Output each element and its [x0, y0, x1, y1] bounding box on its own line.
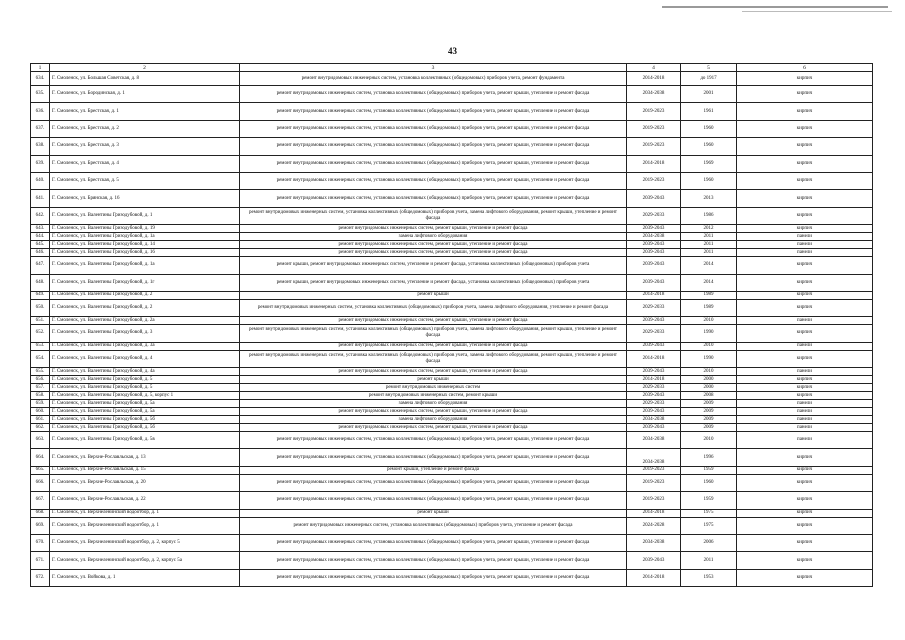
work-type-cell: ремонт внутридомовых инженерных систем	[240, 384, 627, 392]
build-year-cell: 2009	[681, 416, 737, 424]
table-row	[31, 299, 873, 316]
table-row	[31, 225, 873, 233]
work-type-cell: ремонт внутридомовых инженерных систем, установка коллективных (общедомовых) приборов учета, замена лифтового оборудования, ремонт крыши, утепление и ремонт фасада	[240, 207, 627, 224]
row-number: 652.	[31, 325, 50, 342]
work-type-cell: ремонт внутридомовых инженерных систем, установка коллективных (общедомовых) приборов учета, ремонт фундамента	[240, 72, 627, 86]
work-type-cell: ремонт внутридомовых инженерных систем, ремонт крыши, утепление и ремонт фасада	[240, 317, 627, 325]
period-cell: 2034-2038	[627, 233, 681, 241]
period-cell: 2039-2043	[627, 249, 681, 257]
row-number: 666.	[31, 474, 50, 491]
address-cell: Г. Смоленск, ул. Брестская, д. 5	[50, 172, 240, 189]
build-year-cell: 2009	[681, 424, 737, 432]
housing-repair-table	[30, 63, 873, 587]
row-number: 657.	[31, 384, 50, 392]
period-cell: 2039-2043	[627, 190, 681, 207]
address-cell: Г. Смоленск, ул. Валентины Гризодубовой, д. 5а	[50, 408, 240, 416]
build-year-cell: 2006	[681, 535, 737, 552]
period-cell: 2014-2018	[627, 569, 681, 586]
address-cell: Г. Смоленск, ул. Валентины Гризодубовой, д. 1а	[50, 233, 240, 241]
work-type-cell: ремонт внутридомовых инженерных систем, установка коллективных (общедомовых) приборов учета, ремонт крыши, утепление и ремонт фасада	[240, 86, 627, 103]
address-cell: Г. Смоленск, ул. Большая Советская, д. 8	[50, 72, 240, 86]
address-cell: Г. Смоленск, ул. Бородинская, д. 1	[50, 86, 240, 103]
period-cell: 2019-2023	[627, 492, 681, 509]
wall-material-cell: кирпич	[737, 86, 873, 103]
work-type-cell: ремонт внутридомовых инженерных систем, установка коллективных (общедомовых) приборов учета, ремонт крыши, утепление и ремонт фасада	[240, 172, 627, 189]
table-row	[31, 190, 873, 207]
row-number: 655.	[31, 368, 50, 376]
table-row	[31, 350, 873, 367]
table-row	[31, 432, 873, 449]
address-cell: Г. Смоленск, ул. Брестская, д. 3	[50, 138, 240, 155]
address-cell: Г. Смоленск, ул. Валентины Гризодубовой, д. 5а	[50, 400, 240, 408]
wall-material-cell: кирпич	[737, 384, 873, 392]
build-year-cell: 2011	[681, 249, 737, 257]
row-number: 635.	[31, 86, 50, 103]
table-row	[31, 408, 873, 416]
table-body	[31, 64, 873, 587]
build-year-cell: 1969	[681, 155, 737, 172]
address-cell: Г. Смоленск, ул. Валентины Гризодубовой, д. 19	[50, 225, 240, 233]
row-number: 646.	[31, 249, 50, 257]
work-type-cell: ремонт внутридомовых инженерных систем, установка коллективных (общедомовых) приборов учета, ремонт крыши, утепление и ремонт фасада	[240, 552, 627, 569]
row-number: 648.	[31, 274, 50, 291]
table-row	[31, 368, 873, 376]
wall-material-cell: кирпич	[737, 291, 873, 299]
build-year-cell: 2012	[681, 225, 737, 233]
scan-edge-line	[662, 6, 888, 8]
period-cell: 2014-2018	[627, 291, 681, 299]
build-year-cell: 1960	[681, 138, 737, 155]
wall-material-cell: кирпич	[737, 517, 873, 534]
row-number: 640.	[31, 172, 50, 189]
address-cell: Г. Смоленск, ул. Брестская, д. 4	[50, 155, 240, 172]
address-cell: Г. Смоленск, ул. Валентины Гризодубовой, д. 5	[50, 376, 240, 384]
period-cell: 2039-2043	[627, 424, 681, 432]
row-number: 644.	[31, 233, 50, 241]
build-year-cell: 1990	[681, 325, 737, 342]
period-cell: 2019-2023	[627, 466, 681, 474]
period-cell: 2029-2033	[627, 207, 681, 224]
address-cell: Г. Смоленск, ул. Валентины Гризодубовой, д. 5б	[50, 424, 240, 432]
build-year-cell: 1959	[681, 492, 737, 509]
row-number: 653.	[31, 342, 50, 350]
row-number: 661.	[31, 416, 50, 424]
row-number: 643.	[31, 225, 50, 233]
build-year-cell: 1986	[681, 207, 737, 224]
address-cell: Г. Смоленск, ул. Валентины Гризодубовой, д. 1г	[50, 274, 240, 291]
wall-material-cell: кирпич	[737, 274, 873, 291]
table-row	[31, 416, 873, 424]
work-type-cell: ремонт внутридомовых инженерных систем, ремонт крыши, утепление и ремонт фасада	[240, 225, 627, 233]
wall-material-cell: кирпич	[737, 138, 873, 155]
row-number: 670.	[31, 535, 50, 552]
period-cell: 2039-2043	[627, 225, 681, 233]
address-cell: Г. Смоленск, ул. Валентины Гризодубовой, д. 3	[50, 325, 240, 342]
wall-material-cell: кирпич	[737, 376, 873, 384]
period-cell: 2034-2038	[627, 86, 681, 103]
build-year-cell: 1989	[681, 299, 737, 316]
address-cell: Г. Смоленск, ул. Валентины Гризодубовой, д. 2	[50, 299, 240, 316]
column-header: 2	[50, 64, 240, 72]
row-number: 638.	[31, 138, 50, 155]
wall-material-cell: кирпич	[737, 350, 873, 367]
build-year-cell: 2014	[681, 274, 737, 291]
table-row	[31, 342, 873, 350]
address-cell: Г. Смоленск, ул. Валентины Гризодубовой, д. 5, корпус 1	[50, 392, 240, 400]
work-type-cell: ремонт внутридомовых инженерных систем, установка коллективных (общедомовых) приборов учета, ремонт крыши, утепление и ремонт фасада	[240, 492, 627, 509]
wall-material-cell: панели	[737, 249, 873, 257]
work-type-cell: замена лифтового оборудования	[240, 400, 627, 408]
row-number: 649.	[31, 291, 50, 299]
period-cell: 2029-2033	[627, 299, 681, 316]
table-row	[31, 120, 873, 137]
period-cell: 2014-2018	[627, 350, 681, 367]
address-cell: Г. Смоленск, ул. Валентины Гризодубовой, д. 1	[50, 207, 240, 224]
column-header: 5	[681, 64, 737, 72]
row-number: 659.	[31, 400, 50, 408]
period-cell: 2029-2033	[627, 325, 681, 342]
address-cell: Г. Смоленск, ул. Валентины Гризодубовой, д. 4а	[50, 368, 240, 376]
table-row	[31, 233, 873, 241]
period-cell: 2024-2028	[627, 517, 681, 534]
address-cell: Г. Смоленск, ул. Валентины Гризодубовой, д. 2а	[50, 317, 240, 325]
work-type-cell: ремонт внутридомовых инженерных систем, установка коллективных (общедомовых) приборов учета, ремонт крыши, утепление и ремонт фасада	[240, 432, 627, 449]
period-cell: 2014-2018	[627, 155, 681, 172]
table-row	[31, 325, 873, 342]
address-cell: Г. Смоленск, ул. Валентины Гризодубовой, д. 4	[50, 350, 240, 367]
build-year-cell: 2000	[681, 384, 737, 392]
work-type-cell: замена лифтового оборудования	[240, 233, 627, 241]
build-year-cell: 2010	[681, 342, 737, 350]
column-header: 1	[31, 64, 50, 72]
table-row	[31, 424, 873, 432]
address-cell: Г. Смоленск, ул. Верхне-Рославльская, д. 20	[50, 474, 240, 491]
address-cell: Г. Смоленск, ул. Валентины Гризодубовой, д. 2	[50, 291, 240, 299]
period-cell: 2019-2023	[627, 138, 681, 155]
work-type-cell: ремонт внутридомовых инженерных систем, установка коллективных (общедомовых) приборов учета, ремонт крыши, утепление и ремонт фасада	[240, 120, 627, 137]
wall-material-cell: панели	[737, 416, 873, 424]
table-row	[31, 103, 873, 120]
wall-material-cell: кирпич	[737, 299, 873, 316]
row-number: 647.	[31, 257, 50, 274]
table-row	[31, 72, 873, 86]
table-row	[31, 274, 873, 291]
build-year-cell: 2010	[681, 432, 737, 449]
build-year-cell: 2010	[681, 317, 737, 325]
table-row	[31, 400, 873, 408]
scan-edge-line-2	[742, 11, 892, 12]
row-number: 637.	[31, 120, 50, 137]
address-cell: Г. Смоленск, ул. Верхне-Рославльская, д. 13	[50, 449, 240, 466]
wall-material-cell: кирпич	[737, 325, 873, 342]
wall-material-cell: кирпич	[737, 155, 873, 172]
wall-material-cell: кирпич	[737, 509, 873, 517]
period-cell: 2039-2043	[627, 368, 681, 376]
wall-material-cell: кирпич	[737, 466, 873, 474]
table-row	[31, 376, 873, 384]
build-year-cell: 1959	[681, 466, 737, 474]
build-year-cell: 1960	[681, 120, 737, 137]
period-cell: 2019-2023	[627, 474, 681, 491]
row-number: 641.	[31, 190, 50, 207]
work-type-cell: ремонт внутридомовых инженерных систем, установка коллективных (общедомовых) приборов учета, замена лифтового оборудования, ремонт крыши, утепление и ремонт фасада	[240, 350, 627, 367]
table-row	[31, 384, 873, 392]
table-row	[31, 392, 873, 400]
row-number: 656.	[31, 376, 50, 384]
row-number: 651.	[31, 317, 50, 325]
work-type-cell: ремонт внутридомовых инженерных систем, установка коллективных (общедомовых) приборов учета, ремонт крыши, утепление и ремонт фасада	[240, 474, 627, 491]
build-year-cell: 2011	[681, 241, 737, 249]
work-type-cell: ремонт внутридомовых инженерных систем, установка коллективных (общедомовых) приборов учета, ремонт крыши, утепление и ремонт фасада	[240, 449, 627, 466]
period-cell: 2039-2043	[627, 274, 681, 291]
page-number: 43	[448, 46, 457, 56]
row-number: 662.	[31, 424, 50, 432]
period-cell: 2029-2033	[627, 384, 681, 392]
period-cell: 2034-2038	[627, 432, 681, 449]
period-cell: 2034-2038	[627, 535, 681, 552]
period-cell: 2039-2043	[627, 552, 681, 569]
address-cell: Г. Смоленск, ул. Верхнеленинский водоотбор, д. 2, корпус 5	[50, 535, 240, 552]
build-year-cell: 1996	[681, 449, 737, 466]
wall-material-cell: кирпич	[737, 257, 873, 274]
build-year-cell: 2001	[681, 86, 737, 103]
address-cell: Г. Смоленск, ул. Валентины Гризодубовой, д. 5в	[50, 432, 240, 449]
row-number: 642.	[31, 207, 50, 224]
work-type-cell: ремонт крыши, ремонт внутридомовых инженерных систем, утепление и ремонт фасада, установка коллективных (общедомовых) приборов учета	[240, 274, 627, 291]
wall-material-cell: панели	[737, 317, 873, 325]
work-type-cell: ремонт внутридомовых инженерных систем, установка коллективных (общедомовых) приборов учета, ремонт крыши, утепление и ремонт фасада	[240, 138, 627, 155]
period-cell: 2019-2023	[627, 120, 681, 137]
column-header: 4	[627, 64, 681, 72]
table-row	[31, 474, 873, 491]
build-year-cell: 2014	[681, 257, 737, 274]
work-type-cell: ремонт внутридомовых инженерных систем, установка коллективных (общедомовых) приборов учета, ремонт крыши, утепление и ремонт фасада	[240, 569, 627, 586]
wall-material-cell: кирпич	[737, 190, 873, 207]
wall-material-cell: панели	[737, 342, 873, 350]
period-cell: 2014-2018	[627, 509, 681, 517]
table-row	[31, 552, 873, 569]
build-year-cell: 1975	[681, 509, 737, 517]
wall-material-cell: панели	[737, 368, 873, 376]
wall-material-cell: кирпич	[737, 172, 873, 189]
period-cell: 2029-2033	[627, 400, 681, 408]
address-cell: Г. Смоленск, ул. Верхне-Рославльская, д. 22	[50, 492, 240, 509]
table-row	[31, 86, 873, 103]
address-cell: Г. Смоленск, ул. Верхнеленинский водоотбор, д. 1	[50, 517, 240, 534]
table-row	[31, 509, 873, 517]
table-row	[31, 569, 873, 586]
address-cell: Г. Смоленск, ул. Брестская, д. 2	[50, 120, 240, 137]
table-row	[31, 449, 873, 466]
row-number: 658.	[31, 392, 50, 400]
work-type-cell: ремонт внутридомовых инженерных систем, установка коллективных (общедомовых) приборов учета, ремонт крыши, утепление и ремонт фасада	[240, 103, 627, 120]
row-number: 645.	[31, 241, 50, 249]
wall-material-cell: панели	[737, 432, 873, 449]
work-type-cell: ремонт внутридомовых инженерных систем, установка коллективных (общедомовых) приборов учета, ремонт крыши, утепление и ремонт фасада	[240, 535, 627, 552]
work-type-cell: ремонт внутридомовых инженерных систем, установка коллективных (общедомовых) приборов учета, ремонт крыши, утепление и ремонт фасада	[240, 155, 627, 172]
build-year-cell: 1990	[681, 350, 737, 367]
build-year-cell: 2009	[681, 408, 737, 416]
table-row	[31, 241, 873, 249]
period-cell: 2019-2023	[627, 103, 681, 120]
table-row	[31, 257, 873, 274]
work-type-cell: ремонт внутридомовых инженерных систем, ремонт крыши, утепление и ремонт фасада	[240, 249, 627, 257]
address-cell: Г. Смоленск, ул. Брянская, д. 16	[50, 190, 240, 207]
work-type-cell: ремонт крыши, утепление и ремонт фасада	[240, 466, 627, 474]
wall-material-cell: кирпич	[737, 207, 873, 224]
work-type-cell: ремонт внутридомовых инженерных систем, ремонт крыши, утепление и ремонт фасада	[240, 241, 627, 249]
work-type-cell: ремонт внутридомовых инженерных систем, ремонт крыши, утепление и ремонт фасада	[240, 368, 627, 376]
address-cell: Г. Смоленск, ул. Войкова, д. 1	[50, 569, 240, 586]
period-cell: 2034-2038	[627, 449, 681, 466]
build-year-cell: 2013	[681, 190, 737, 207]
period-cell: 2014-2018	[627, 72, 681, 86]
table-row	[31, 249, 873, 257]
build-year-cell: до 1917	[681, 72, 737, 86]
table-row	[31, 317, 873, 325]
work-type-cell: ремонт внутридомовых инженерных систем, ремонт крыши, утепление и ремонт фасада	[240, 408, 627, 416]
wall-material-cell: кирпич	[737, 225, 873, 233]
wall-material-cell: кирпич	[737, 392, 873, 400]
table-row	[31, 517, 873, 534]
build-year-cell: 2000	[681, 376, 737, 384]
wall-material-cell: кирпич	[737, 569, 873, 586]
period-cell: 2014-2018	[627, 376, 681, 384]
build-year-cell: 1975	[681, 517, 737, 534]
row-number: 669.	[31, 517, 50, 534]
work-type-cell: ремонт крыши	[240, 291, 627, 299]
address-cell: Г. Смоленск, ул. Валентины Гризодубовой, д. 1а	[50, 257, 240, 274]
wall-material-cell: кирпич	[737, 552, 873, 569]
wall-material-cell: панели	[737, 408, 873, 416]
table-row	[31, 535, 873, 552]
row-number: 664.	[31, 449, 50, 466]
wall-material-cell: кирпич	[737, 474, 873, 491]
row-number: 650.	[31, 299, 50, 316]
work-type-cell: ремонт внутридомовых инженерных систем, установка коллективных (общедомовых) приборов учета, утепление и ремонт фасада	[240, 517, 627, 534]
row-number: 671.	[31, 552, 50, 569]
wall-material-cell: кирпич	[737, 103, 873, 120]
address-cell: Г. Смоленск, ул. Валентины Гризодубовой, д. 3а	[50, 342, 240, 350]
table-row	[31, 492, 873, 509]
period-cell: 2039-2043	[627, 408, 681, 416]
address-cell: Г. Смоленск, ул. Валентины Гризодубовой, д. 16	[50, 249, 240, 257]
build-year-cell: 1953	[681, 569, 737, 586]
wall-material-cell: кирпич	[737, 535, 873, 552]
wall-material-cell: кирпич	[737, 120, 873, 137]
wall-material-cell: кирпич	[737, 492, 873, 509]
period-cell: 2039-2043	[627, 241, 681, 249]
period-cell: 2019-2023	[627, 172, 681, 189]
build-year-cell: 2008	[681, 392, 737, 400]
address-cell: Г. Смоленск, ул. Брестская, д. 1	[50, 103, 240, 120]
row-number: 660.	[31, 408, 50, 416]
work-type-cell: ремонт крыши, ремонт внутридомовых инженерных систем, утепление и ремонт фасада, установка коллективных (общедомовых) приборов учета	[240, 257, 627, 274]
table-row	[31, 155, 873, 172]
period-cell: 2039-2043	[627, 392, 681, 400]
address-cell: Г. Смоленск, ул. Валентины Гризодубовой, д. 5	[50, 384, 240, 392]
build-year-cell: 2010	[681, 368, 737, 376]
build-year-cell: 1961	[681, 103, 737, 120]
wall-material-cell: панели	[737, 241, 873, 249]
build-year-cell: 1960	[681, 474, 737, 491]
row-number: 672.	[31, 569, 50, 586]
work-type-cell: ремонт внутридомовых инженерных систем, ремонт крыши, утепление и ремонт фасада	[240, 342, 627, 350]
address-cell: Г. Смоленск, ул. Верхнеленинский водоотбор, д. 1	[50, 509, 240, 517]
work-type-cell: ремонт внутридомовых инженерных систем, ремонт крыши, утепление и ремонт фасада	[240, 424, 627, 432]
build-year-cell: 2011	[681, 552, 737, 569]
table-header-row	[31, 64, 873, 72]
column-header: 6	[737, 64, 873, 72]
row-number: 634.	[31, 72, 50, 86]
wall-material-cell: панели	[737, 400, 873, 408]
build-year-cell: 1960	[681, 172, 737, 189]
period-cell: 2034-2038	[627, 416, 681, 424]
address-cell: Г. Смоленск, ул. Валентины Гризодубовой, д. 14	[50, 241, 240, 249]
column-header: 3	[240, 64, 627, 72]
work-type-cell: ремонт внутридомовых инженерных систем, установка коллективных (общедомовых) приборов учета, ремонт крыши, утепление и ремонт фасада	[240, 190, 627, 207]
address-cell: Г. Смоленск, ул. Валентины Гризодубовой, д. 5б	[50, 416, 240, 424]
address-cell: Г. Смоленск, ул. Верхнеленинский водоотбор, д. 2, корпус 5а	[50, 552, 240, 569]
table-row	[31, 172, 873, 189]
row-number: 639.	[31, 155, 50, 172]
work-type-cell: ремонт внутридомовых инженерных систем, установка коллективных (общедомовых) приборов учета, замена лифтового оборудования, ремонт крыши, утепление и ремонт фасада	[240, 325, 627, 342]
wall-material-cell: кирпич	[737, 449, 873, 466]
row-number: 636.	[31, 103, 50, 120]
table-row	[31, 207, 873, 224]
table-row	[31, 466, 873, 474]
table-row	[31, 138, 873, 155]
build-year-cell: 2011	[681, 233, 737, 241]
build-year-cell: 2009	[681, 400, 737, 408]
wall-material-cell: кирпич	[737, 72, 873, 86]
table-row	[31, 291, 873, 299]
wall-material-cell: панели	[737, 424, 873, 432]
work-type-cell: ремонт крыши	[240, 509, 627, 517]
work-type-cell: ремонт крыши	[240, 376, 627, 384]
period-cell: 2039-2043	[627, 342, 681, 350]
period-cell: 2039-2043	[627, 257, 681, 274]
work-type-cell: ремонт внутридомовых инженерных систем, установка коллективных (общедомовых) приборов учета, замена лифтового оборудования, утепление и ремонт фасада	[240, 299, 627, 316]
work-type-cell: замена лифтового оборудования	[240, 416, 627, 424]
row-number: 663.	[31, 432, 50, 449]
wall-material-cell: панели	[737, 233, 873, 241]
build-year-cell: 1989	[681, 291, 737, 299]
row-number: 668.	[31, 509, 50, 517]
row-number: 665.	[31, 466, 50, 474]
work-type-cell: ремонт внутридомовых инженерных систем, ремонт крыши	[240, 392, 627, 400]
period-cell: 2039-2043	[627, 317, 681, 325]
address-cell: Г. Смоленск, ул. Верхне-Рославльская, д. 15	[50, 466, 240, 474]
row-number: 654.	[31, 350, 50, 367]
row-number: 667.	[31, 492, 50, 509]
